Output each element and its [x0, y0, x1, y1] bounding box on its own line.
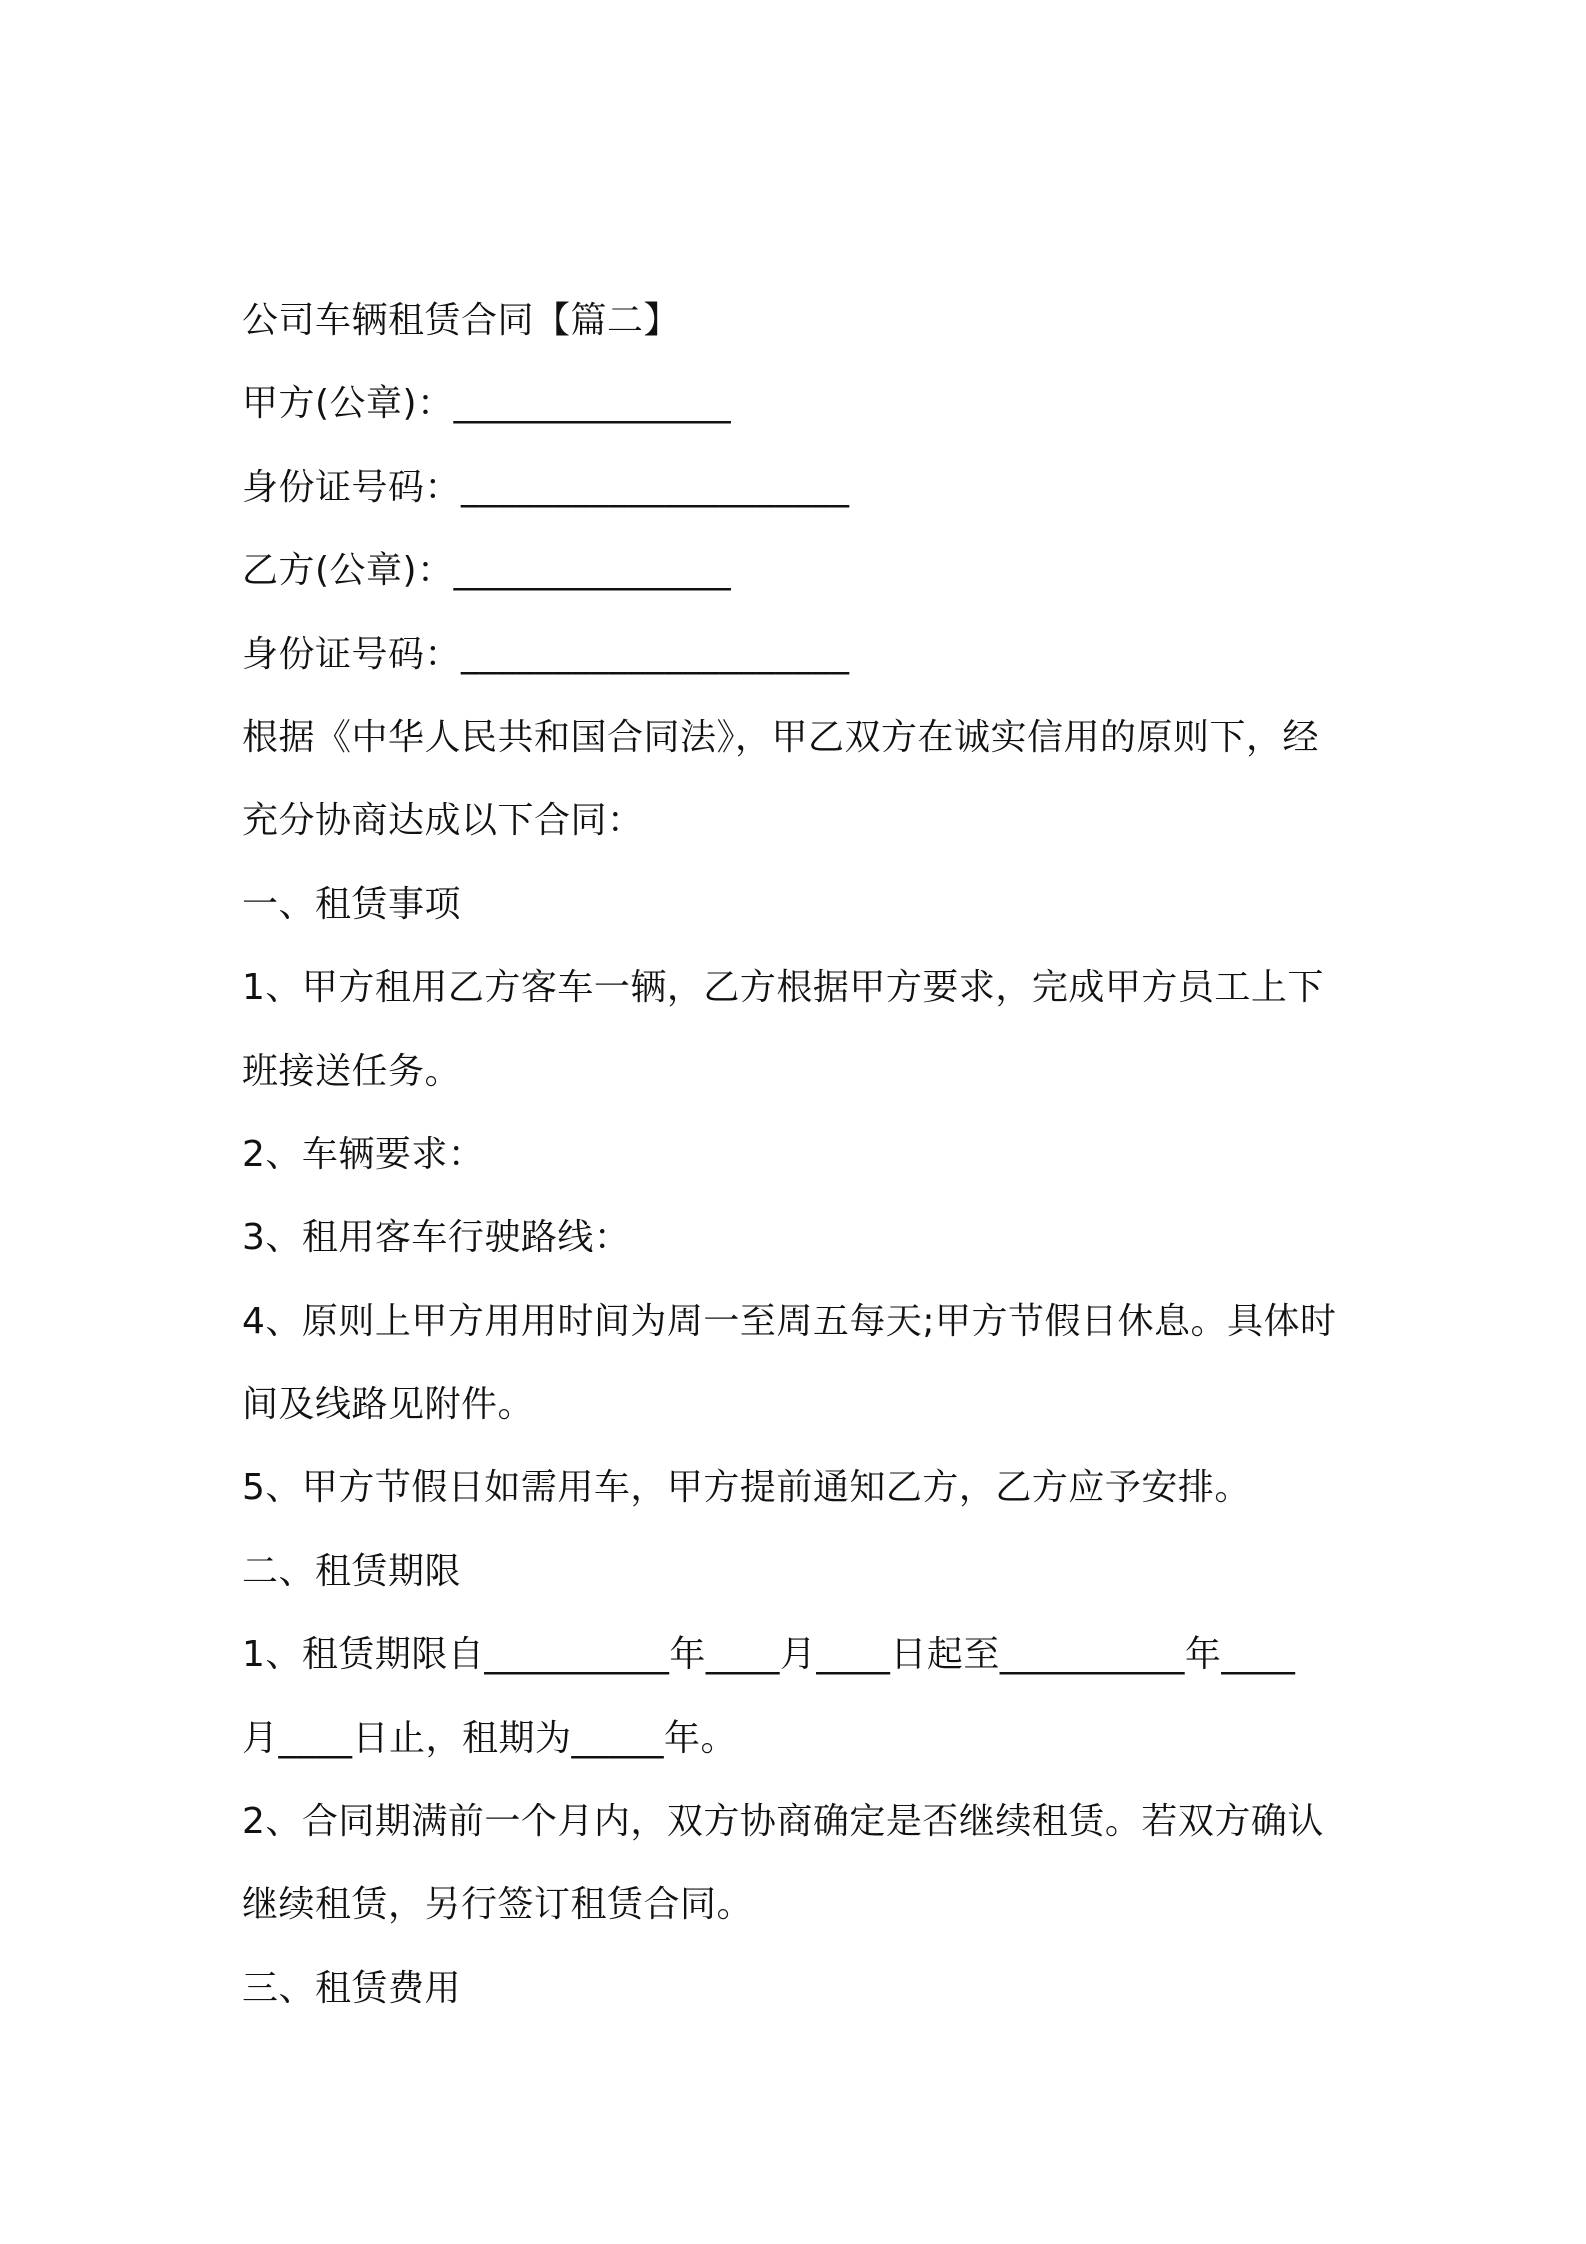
- party-b-line: 乙方(公章)：_______________: [242, 550, 732, 592]
- clause-1-4-line-2: 间及线路见附件。: [242, 1384, 535, 1426]
- party-a-id-line: 身份证号码：_____________________: [242, 466, 850, 508]
- clause-2-2-line-1: 2、合同期满前一个月内，双方协商确定是否继续租赁。若双方确认: [242, 1801, 1324, 1843]
- clause-2-1-line-2: 月____日止，租期为_____年。: [242, 1717, 738, 1759]
- clause-1-1-line-1: 1、甲方租用乙方客车一辆，乙方根据甲方要求，完成甲方员工上下: [242, 967, 1324, 1009]
- section-heading-2: 二、租赁期限: [242, 1550, 462, 1592]
- document-body: [242, 279, 1362, 2030]
- clause-2-1-line-1: 1、租赁期限自__________年____月____日起至__________年____: [242, 1634, 1296, 1676]
- preamble-line-2: 充分协商达成以下合同：: [242, 800, 644, 842]
- preamble-line-1: 根据《中华人民共和国合同法》，甲乙双方在诚实信用的原则下，经: [242, 716, 1320, 758]
- clause-2-2-line-2: 继续租赁，另行签订租赁合同。: [242, 1884, 754, 1926]
- clause-1-5: 5、甲方节假日如需用车，甲方提前通知乙方，乙方应予安排。: [242, 1467, 1251, 1509]
- clause-1-2: 2、车辆要求：: [242, 1133, 485, 1175]
- section-heading-3: 三、租赁费用: [242, 1967, 462, 2009]
- clause-1-3: 3、租用客车行驶路线：: [242, 1217, 631, 1259]
- clause-1-1-line-2: 班接送任务。: [242, 1050, 462, 1092]
- party-a-line: 甲方(公章)：_______________: [242, 383, 732, 425]
- document-title: 公司车辆租赁合同【篇二】: [242, 300, 681, 341]
- clause-1-4-line-1: 4、原则上甲方用用时间为周一至周五每天;甲方节假日休息。具体时: [242, 1300, 1337, 1342]
- party-b-id-line: 身份证号码：_____________________: [242, 633, 850, 675]
- section-heading-1: 一、租赁事项: [242, 883, 462, 925]
